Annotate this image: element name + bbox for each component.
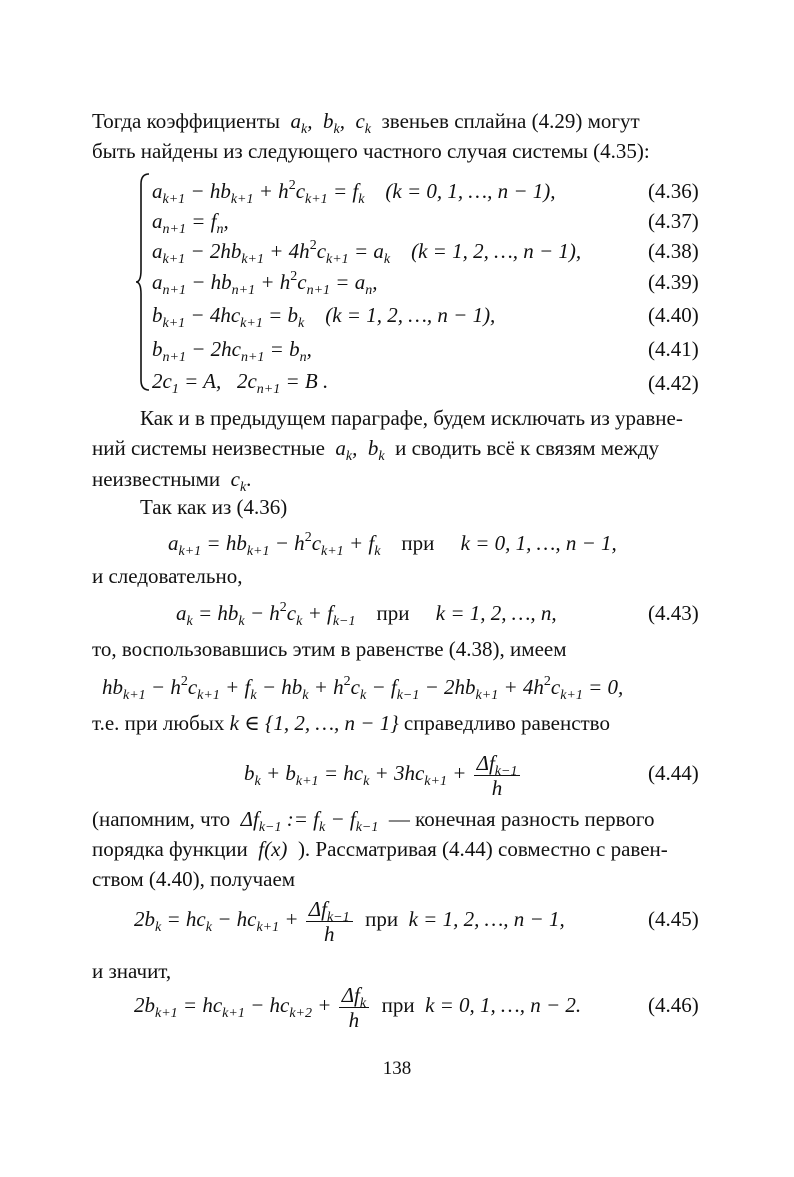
text-ie-line xyxy=(92,710,610,736)
equation-4-41: $b_{n+1} - 2hc_{n+1} = b_n$, xyxy=(152,337,312,365)
text-then: то, воспользовавшись этим в равенстве (4.38), имеем xyxy=(92,637,567,661)
paragraph-2-line-2 xyxy=(92,435,660,464)
equation-4-42: $2c_1 = A$, $2c_{n+1} = B$ . xyxy=(152,369,329,397)
text: справедливо равенство xyxy=(403,711,610,735)
equation-4-36: $a_{k+1} - hb_{k+1} + h^2c_{k+1} = f_k$ (k = 0, 1, …, n − 1), xyxy=(152,178,556,207)
index-set: k ∈ {1, 2, …, n − 1} xyxy=(229,711,399,735)
coefficients-symbols: $a_k$, $b_k$, $c_k$ xyxy=(285,109,371,137)
formula-a-k-plus-1: $a_{k+1} = hb_{k+1} - h^2c_{k+1} + f_k$ при k = 0, 1, …, n − 1, xyxy=(168,530,617,559)
equation-range: (k = 1, 2, …, n − 1), xyxy=(325,303,496,327)
unknown-c-symbol: $c_k$ xyxy=(225,467,247,495)
fraction: $\frac{\Delta f_k}{h}$ xyxy=(339,983,369,1032)
fraction: $\frac{\Delta f_{k-1}}{h}$ xyxy=(474,751,521,800)
text: Тогда коэффициенты xyxy=(92,109,281,133)
equation-number-4-39: (4.39) xyxy=(648,270,699,294)
equation-4-46: $2b_{k+1} = hc_{k+1} - hc_{k+2}$ + $\frac{\Delta f_k}{h}$ при k = 0, 1, …, n − 2. xyxy=(134,982,582,1032)
paragraph-1-line-1 xyxy=(92,108,640,137)
paragraph-4-line-2 xyxy=(92,836,668,862)
formula-range: k = 0, 1, …, n − 2. xyxy=(425,993,582,1017)
equation-4-40: $b_{k+1} - 4hc_{k+1} = b_k$ (k = 1, 2, …, n − 1), xyxy=(152,303,496,331)
paragraph-1-line-2: быть найдены из следующего частного случая системы (4.35): xyxy=(92,139,650,163)
paragraph-3-intro: Так как из (4.36) xyxy=(140,495,288,519)
text-when: при xyxy=(401,531,435,555)
equation-range: (k = 0, 1, …, n − 1), xyxy=(385,179,556,203)
equation-4-43: $a_k = hb_k - h^2c_k + f_{k-1}$ при k = 1, 2, …, n, xyxy=(176,600,557,629)
equation-4-44: $b_k + b_{k+1} = hc_k + 3hc_{k+1}$ + $\frac{\Delta f_{k-1}}{h}$ xyxy=(244,748,522,800)
paragraph-4-line-3: ством (4.40), получаем xyxy=(92,867,296,891)
text: ний системы неизвестные xyxy=(92,436,325,460)
equation-number-4-46: (4.46) xyxy=(648,993,699,1017)
text-consequently: и следовательно, xyxy=(92,564,243,588)
equation-number-4-42: (4.42) xyxy=(648,371,699,395)
text-when: при xyxy=(365,907,399,931)
equation-number-4-44: (4.44) xyxy=(648,761,699,785)
paragraph-4-line-1 xyxy=(92,806,655,835)
text-when: при xyxy=(376,601,410,625)
fraction: $\frac{\Delta f_{k-1}}{h}$ xyxy=(306,897,353,946)
page-number: 138 xyxy=(382,1058,412,1079)
function-symbol: f(x) xyxy=(253,837,293,861)
equation-number-4-45: (4.45) xyxy=(648,907,699,931)
paragraph-2-line-1: Как и в предыдущем параграфе, будем исключать из уравне- xyxy=(140,406,683,430)
equation-range: (k = 1, 2, …, n − 1), xyxy=(411,239,582,263)
formula-range: k = 1, 2, …, n, xyxy=(435,601,557,625)
equation-number-4-40: (4.40) xyxy=(648,303,699,327)
equation-number-4-36: (4.36) xyxy=(648,179,699,203)
unknowns-symbols: $a_k$, $b_k$ xyxy=(330,436,385,464)
text: (напомним, что xyxy=(92,807,231,831)
equation-number-4-38: (4.38) xyxy=(648,239,699,263)
equation-4-38: $a_{k+1} - 2hb_{k+1} + 4h^2c_{k+1} = a_k$ (k = 1, 2, …, n − 1), xyxy=(152,238,582,267)
text: неизвестными xyxy=(92,467,221,491)
formula-range: k = 0, 1, …, n − 1, xyxy=(460,531,617,555)
equation-4-39: $a_{n+1} - hb_{n+1} + h^2c_{n+1} = a_n$, xyxy=(152,269,378,298)
equation-4-45: $2b_k = hc_k - hc_{k+1}$ + $\frac{\Delta f_{k-1}}{h}$ при k = 1, 2, …, n − 1, xyxy=(134,896,565,946)
formula-range: k = 1, 2, …, n − 1, xyxy=(408,907,565,931)
text-when: при xyxy=(381,993,415,1017)
text: — конечная разность первого xyxy=(388,807,655,831)
equation-number-4-41: (4.41) xyxy=(648,337,699,361)
paragraph-2-line-3: неизвестными $c_k$. xyxy=(92,467,252,495)
text: порядка функции xyxy=(92,837,248,861)
equation-number-4-43: (4.43) xyxy=(648,601,699,625)
text: т.е. при любых xyxy=(92,711,225,735)
text: звеньев сплайна (4.29) могут xyxy=(381,109,640,133)
equation-4-37: $a_{n+1} = f_n$, xyxy=(152,209,229,237)
text: ). Рассматривая (4.44) совместно с равен- xyxy=(297,837,668,861)
formula-expanded: $hb_{k+1} - h^2c_{k+1} + f_k - hb_k + h^2c_k - f_{k-1} - 2hb_{k+1} + 4h^2c_{k+1} = 0$, xyxy=(102,674,624,703)
left-brace xyxy=(135,172,151,392)
text: и сводить всё к связям между xyxy=(395,436,660,460)
equation-number-4-37: (4.37) xyxy=(648,209,699,233)
text-and-thus: и значит, xyxy=(92,959,172,983)
finite-difference-definition: $\Delta f_{k-1}$ := $f_k - f_{k-1}$ xyxy=(235,807,379,835)
